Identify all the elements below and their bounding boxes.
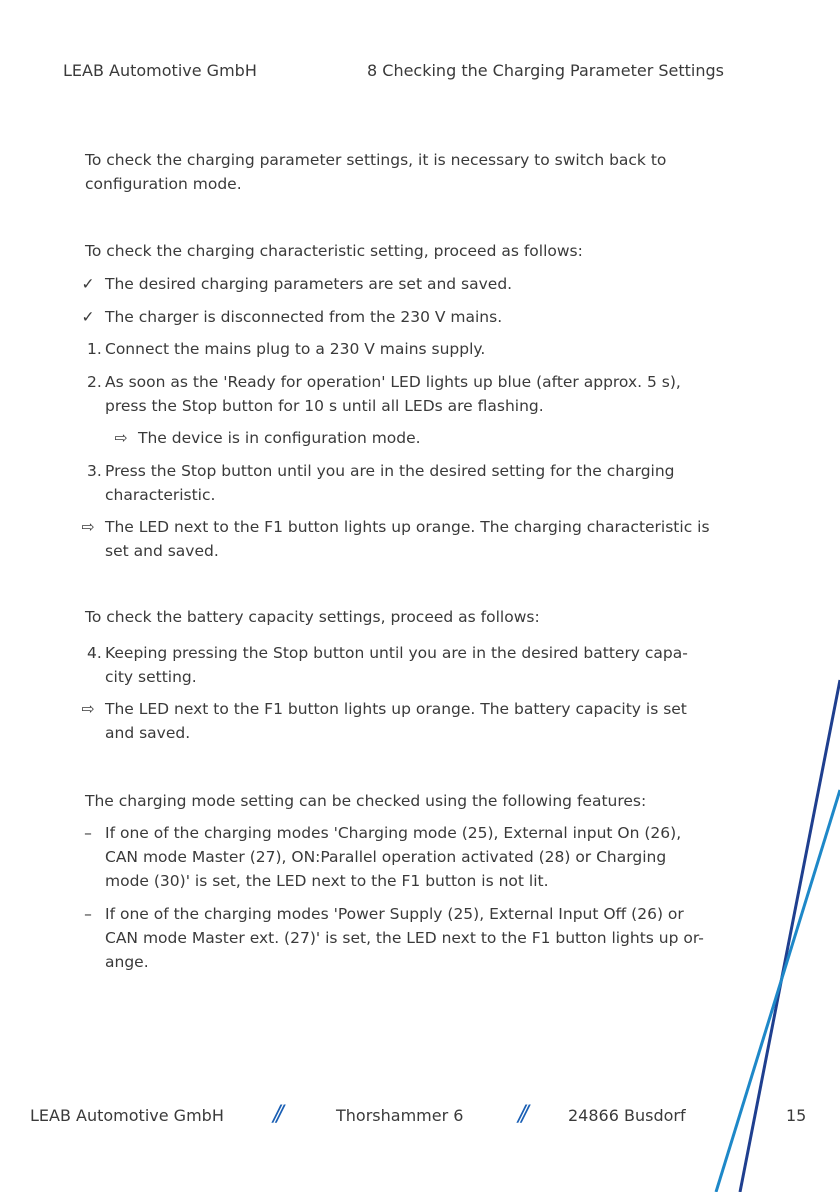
result-arrow-icon: ⇨ xyxy=(81,700,95,718)
step-number: 4. xyxy=(87,644,102,662)
mode-item-2-line-3: ange. xyxy=(105,953,149,971)
mode-item-1-line-1: If one of the charging modes 'Charging mode (25), External input On (26), xyxy=(105,824,682,842)
prerequisite-1: The desired charging parameters are set and saved. xyxy=(105,275,513,293)
footer-company: LEAB Automotive GmbH xyxy=(30,1106,224,1125)
dash-bullet: – xyxy=(84,905,92,923)
check-icon: ✓ xyxy=(81,308,95,326)
mode-lead: The charging mode setting can be checked using the following features: xyxy=(85,792,647,810)
footer-city: 24866 Busdorf xyxy=(568,1106,686,1125)
step-4-line-2: city setting. xyxy=(105,668,197,686)
mode-item-1-line-2: CAN mode Master (27), ON:Parallel operation activated (28) or Charging xyxy=(105,848,667,866)
result-arrow-icon: ⇨ xyxy=(114,429,128,447)
mode-item-1-line-3: mode (30)' is set, the LED next to the F1 button is not lit. xyxy=(105,872,549,890)
characteristic-lead: To check the charging characteristic setting, proceed as follows: xyxy=(85,242,583,260)
footer-street: Thorshammer 6 xyxy=(336,1106,464,1125)
step-3-line-2: characteristic. xyxy=(105,486,216,504)
step-number: 1. xyxy=(87,340,102,358)
capacity-lead: To check the battery capacity settings, proceed as follows: xyxy=(85,608,540,626)
prerequisite-2: The charger is disconnected from the 230 V mains. xyxy=(105,308,503,326)
check-icon: ✓ xyxy=(81,275,95,293)
characteristic-result-line-2: set and saved. xyxy=(105,542,219,560)
dash-bullet: – xyxy=(84,824,92,842)
step-2-line-2: press the Stop button for 10 s until all LEDs are flashing. xyxy=(105,397,544,415)
step-2-line-1: As soon as the 'Ready for operation' LED lights up blue (after approx. 5 s), xyxy=(105,373,681,391)
step-number: 2. xyxy=(87,373,102,391)
step-4-line-1: Keeping pressing the Stop button until you are in the desired battery capa- xyxy=(105,644,688,662)
capacity-result-line-1: The LED next to the F1 button lights up orange. The battery capacity is set xyxy=(105,700,687,718)
characteristic-result-line-1: The LED next to the F1 button lights up orange. The charging characteristic is xyxy=(105,518,710,536)
step-2-result: The device is in configuration mode. xyxy=(138,429,421,447)
intro-line-2: configuration mode. xyxy=(85,175,242,193)
step-3-line-1: Press the Stop button until you are in the desired setting for the charging xyxy=(105,462,675,480)
step-number: 3. xyxy=(87,462,102,480)
header-chapter: 8 Checking the Charging Parameter Settings xyxy=(367,61,725,80)
footer-separator: // xyxy=(518,1102,525,1127)
footer-separator: // xyxy=(273,1102,280,1127)
page-number: 15 xyxy=(786,1106,807,1125)
header-company: LEAB Automotive GmbH xyxy=(63,61,257,80)
intro-line-1: To check the charging parameter settings, it is necessary to switch back to xyxy=(85,151,667,169)
result-arrow-icon: ⇨ xyxy=(81,518,95,536)
step-1-text: Connect the mains plug to a 230 V mains supply. xyxy=(105,340,486,358)
capacity-result-line-2: and saved. xyxy=(105,724,191,742)
mode-item-2-line-2: CAN mode Master ext. (27)' is set, the LED next to the F1 button lights up or- xyxy=(105,929,704,947)
mode-item-2-line-1: If one of the charging modes 'Power Supply (25), External Input Off (26) or xyxy=(105,905,684,923)
